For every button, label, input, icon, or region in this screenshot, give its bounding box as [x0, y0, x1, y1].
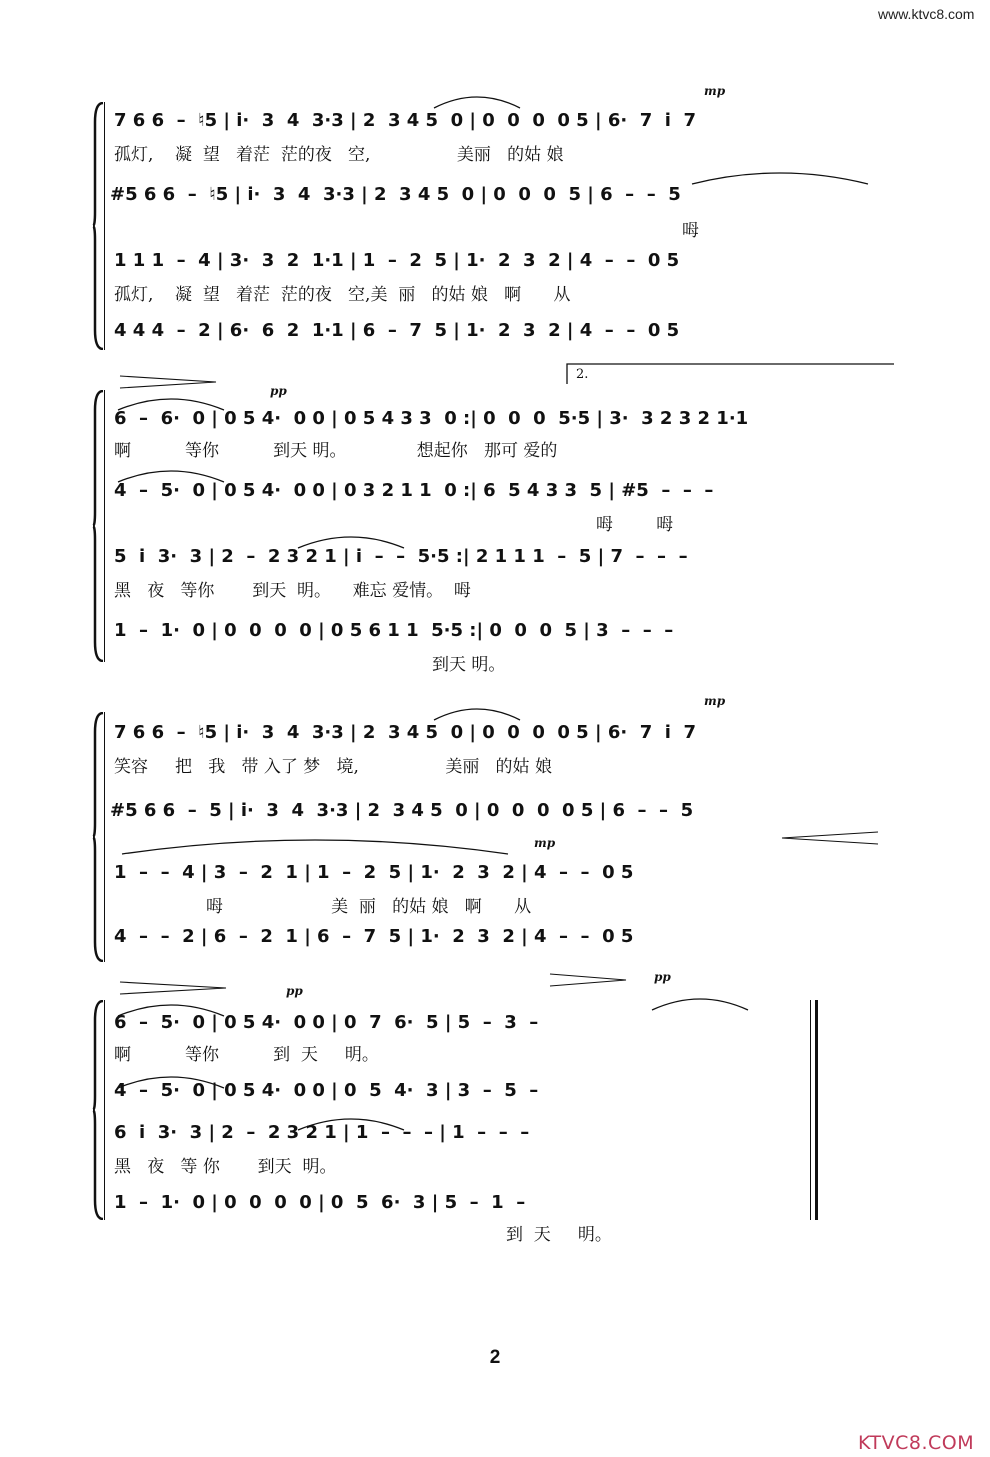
page-number: 2 — [489, 1347, 501, 1368]
system-brace — [92, 102, 104, 350]
notes-line: #5 6 6 – ♮5 | i· 3 4 3·3 | 2 3 4 5 0 | 0 0 0 5 | 6 – – 5 — [110, 184, 681, 205]
staff-soprano-2 — [110, 800, 910, 830]
slur-arc — [650, 992, 750, 1012]
staff-alto — [110, 546, 910, 576]
slur-arc — [116, 464, 226, 484]
slur-arc — [296, 530, 406, 550]
staff-soprano-1 — [110, 110, 910, 140]
volta-bracket — [566, 362, 896, 386]
slur-arc — [690, 166, 870, 186]
system-brace — [92, 712, 104, 962]
dynamic-mp: mp — [704, 84, 726, 98]
decrescendo-hairpin — [548, 972, 628, 988]
hum-text: 呣 — [682, 221, 699, 241]
notes-line: 1 – 1· 0 | 0 0 0 0 | 0 5 6· 3 | 5 – 1 – — [114, 1192, 526, 1213]
decrescendo-hairpin — [118, 374, 218, 390]
notes-line: 7 6 6 – ♮5 | i· 3 4 3·3 | 2 3 4 5 0 | 0 0 0 0 5 | 6· 7 i 7 — [114, 722, 696, 743]
lyric-text: 到 天 明。 — [506, 1225, 612, 1245]
lyric-line — [506, 1224, 806, 1254]
slur-arc — [116, 392, 226, 412]
staff-soprano-2 — [110, 184, 910, 214]
staff-soprano-2 — [110, 480, 910, 510]
slur-arc — [116, 998, 226, 1018]
dynamic-mp: mp — [704, 694, 726, 708]
lyric-line — [110, 440, 910, 470]
dynamic-pp: pp — [286, 984, 303, 998]
notes-line: 5 i 3· 3 | 2 – 2 3 2 1 | i – – 5·5 :| 2 1 1 1 – 5 | 7 – – – — [114, 546, 688, 567]
system-start-line — [104, 390, 105, 662]
notes-line: 4 – 5· 0 | 0 5 4· 0 0 | 0 5 4· 3 | 3 – 5 – — [114, 1080, 539, 1101]
lyric-line — [110, 756, 910, 786]
notes-line: 1 – – 4 | 3 – 2 1 | 1 – 2 5 | 1· 2 3 2 | 4 – – 0 5 — [114, 862, 634, 883]
system-brace — [92, 1000, 104, 1220]
lyric-text: 啊 等你 到天 明。 想起你 那可 爱的 — [114, 441, 558, 461]
notes-line: 6 – 6· 0 | 0 5 4· 0 0 | 0 5 4 3 3 0 :| 0 0 0 5·5 | 3· 3 2 3 2 1·1 — [114, 408, 749, 429]
lyric-line — [110, 284, 910, 314]
system-2 — [0, 362, 990, 682]
slur-arc — [296, 1112, 406, 1132]
staff-bass — [110, 620, 910, 650]
hum-line — [596, 514, 796, 544]
system-start-line — [104, 712, 105, 962]
slur-arc — [432, 90, 522, 110]
staff-bass — [110, 320, 910, 350]
lyric-text: 笑容 把 我 带 入了 梦 境, 美丽 的姑 娘 — [114, 757, 552, 777]
lyric-text: 孤灯, 凝 望 着茫 茫的夜 空, 美丽 的姑 娘 — [114, 145, 564, 165]
slur-arc — [432, 702, 522, 722]
hum-text: 呣 呣 — [596, 515, 674, 535]
system-4 — [0, 970, 990, 1245]
notes-line: 4 – 5· 0 | 0 5 4· 0 0 | 0 3 2 1 1 0 :| 6 5 4 3 3 5 | #5 – – – — [114, 480, 714, 501]
staff-bass — [110, 1192, 830, 1222]
lyric-line — [110, 1156, 830, 1186]
notes-line: 6 – 5· 0 | 0 5 4· 0 0 | 0 7 6· 5 | 5 – 3 – — [114, 1012, 539, 1033]
lyric-line — [110, 580, 910, 610]
staff-soprano-1 — [110, 408, 910, 438]
system-brace — [92, 390, 104, 662]
system-start-line — [104, 102, 105, 350]
dynamic-pp: pp — [270, 384, 287, 398]
lyric-line — [206, 896, 906, 926]
notes-line: 4 – – 2 | 6 – 2 1 | 6 – 7 5 | 1· 2 3 2 | 4 – – 0 5 — [114, 926, 634, 947]
staff-soprano-1 — [110, 722, 910, 752]
system-start-line — [104, 1000, 105, 1220]
volta-number: 2. — [576, 367, 589, 382]
crescendo-hairpin — [780, 830, 880, 846]
slur-arc — [116, 1070, 226, 1090]
staff-alto — [110, 1122, 830, 1152]
notes-line: 6 i 3· 3 | 2 – 2 3 2 1 | 1 – – – | 1 – – – — [114, 1122, 530, 1143]
notes-line: 4 4 4 – 2 | 6· 6 2 1·1 | 6 – 7 5 | 1· 2 3 2 | 4 – – 0 5 — [114, 320, 680, 341]
lyric-text: 到天 明。 — [432, 655, 506, 675]
system-3 — [0, 694, 990, 970]
notes-line: 7 6 6 – ♮5 | i· 3 4 3·3 | 2 3 4 5 0 | 0 0 0 0 5 | 6· 7 i 7 — [114, 110, 696, 131]
notes-line: 1 1 1 – 4 | 3· 3 2 1·1 | 1 – 2 5 | 1· 2 3 2 | 4 – – 0 5 — [114, 250, 680, 271]
lyric-text: 黑 夜 等 你 到天 明。 — [114, 1157, 337, 1177]
notes-line: #5 6 6 – 5 | i· 3 4 3·3 | 2 3 4 5 0 | 0 0 0 0 5 | 6 – – 5 — [110, 800, 694, 821]
staff-alto — [110, 862, 910, 892]
lyric-text: 呣 美 丽 的姑 娘 啊 从 — [206, 897, 532, 917]
watermark-bottom: KTVC8.COM — [858, 1432, 975, 1454]
hum-line — [682, 220, 742, 250]
dynamic-pp: pp — [654, 970, 671, 984]
staff-bass — [110, 926, 910, 956]
decrescendo-hairpin — [118, 980, 228, 996]
lyric-text: 孤灯, 凝 望 着茫 茫的夜 空,美 丽 的姑 娘 啊 从 — [114, 285, 571, 305]
lyric-text: 黑 夜 等你 到天 明。 难忘 爱情。 呣 — [114, 581, 471, 601]
system-1 — [0, 84, 990, 360]
watermark-top: www.ktvc8.com — [878, 6, 975, 22]
slur-arc — [120, 832, 510, 856]
notes-line: 1 – 1· 0 | 0 0 0 0 | 0 5 6 1 1 5·5 :| 0 0 0 5 | 3 – – – — [114, 620, 674, 641]
lyric-text: 啊 等你 到 天 明。 — [114, 1045, 379, 1065]
dynamic-mp: mp — [534, 836, 556, 850]
lyric-line — [432, 654, 632, 684]
staff-alto — [110, 250, 910, 280]
